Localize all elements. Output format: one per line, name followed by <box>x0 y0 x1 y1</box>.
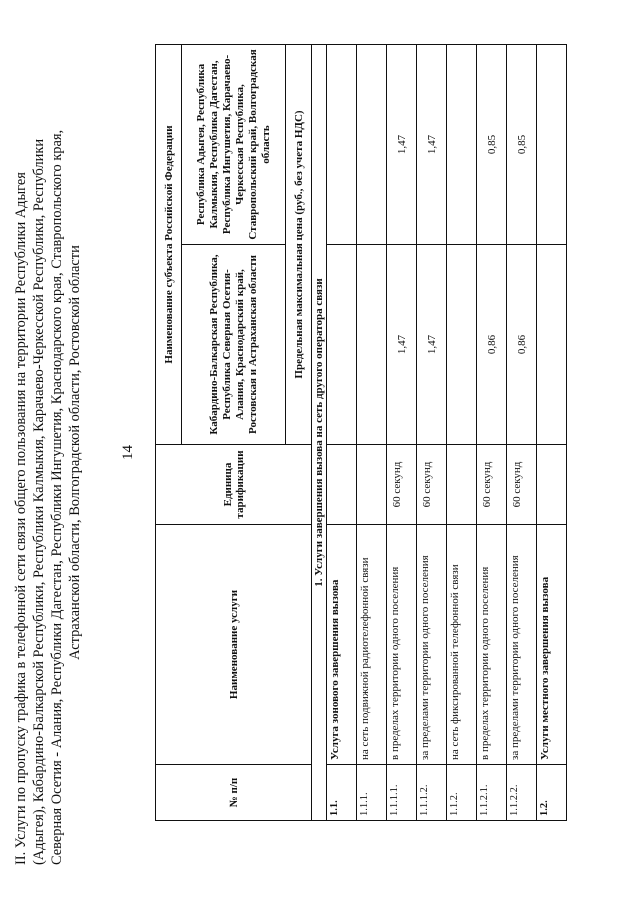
row-value-group-2: 1,47 <box>387 44 417 244</box>
row-value-group-1 <box>357 245 387 445</box>
section-heading <box>12 40 84 865</box>
heading-line: (Адыгея), Кабардино-Балкарской Республики, Республики Калмыкия, Карачаево-Черкесской Республики, Республики <box>31 138 47 865</box>
row-name: в пределах территории одного поселения <box>387 525 417 765</box>
row-number: 1.1.1. <box>357 765 387 821</box>
table-row <box>477 44 507 820</box>
header-unit: Единица тарификации <box>156 445 312 525</box>
row-number: 1.1. <box>327 765 357 821</box>
row-unit: 60 секунд <box>507 445 537 525</box>
row-number: 1.1.2. <box>447 765 477 821</box>
table-row <box>417 44 447 820</box>
row-name: Услуга зонового завершения вызова <box>327 525 357 765</box>
header-name: Наименование услуги <box>156 525 312 765</box>
row-value-group-2 <box>447 44 477 244</box>
header-subject: Наименование субъекта Российской Федерации <box>156 44 182 444</box>
row-number: 1.1.2.2. <box>507 765 537 821</box>
row-number: 1.1.2.1. <box>477 765 507 821</box>
row-number: 1.1.1.1. <box>387 765 417 821</box>
row-value-group-2 <box>357 44 387 244</box>
row-unit <box>537 445 567 525</box>
section-title: 1. Услуги завершения вызова на сеть другого оператора связи <box>312 44 327 820</box>
tariff-table <box>155 44 567 821</box>
row-value-group-1: 0,86 <box>507 245 537 445</box>
heading-line: Астраханской области, Волгоградской области, Ростовской области <box>67 245 83 660</box>
row-value-group-2 <box>537 44 567 244</box>
row-value-group-2: 0,85 <box>507 44 537 244</box>
row-name: на сеть подвижной радиотелефонной связи <box>357 525 387 765</box>
table-row <box>447 44 477 820</box>
row-unit: 60 секунд <box>417 445 447 525</box>
table-body <box>327 44 567 820</box>
header-group-1: Кабардино-Балкарская Республика, Республика Северная Осетия-Алания, Краснодарский край, Ростовская и Астраханская области <box>182 245 286 445</box>
row-value-group-2: 0,85 <box>477 44 507 244</box>
row-value-group-1 <box>447 245 477 445</box>
row-name: Услуги местного завершения вызова <box>537 525 567 765</box>
heading-line: II. Услуги по пропуску трафика в телефонной сети связи общего пользования на территории Республики Адыгея <box>13 172 29 865</box>
row-number: 1.2. <box>537 765 567 821</box>
header-price: Предельная максимальная цена (руб., без учета НДС) <box>286 44 312 444</box>
table-row <box>537 44 567 820</box>
row-value-group-1 <box>327 245 357 445</box>
row-value-group-2: 1,47 <box>417 44 447 244</box>
table-row <box>507 44 537 820</box>
row-number: 1.1.1.2. <box>417 765 447 821</box>
row-unit <box>447 445 477 525</box>
table-row <box>327 44 357 820</box>
row-name: в пределах территории одного поселения <box>477 525 507 765</box>
row-value-group-1 <box>537 245 567 445</box>
header-group-2: Республика Адыгея, Республика Калмыкия, Республика Дагестан, Республика Ингушетия, Карачаево-Черкесская Республика, Ставропольский край, Волгоградская область <box>182 44 286 244</box>
heading-line: Северная Осетия - Алания, Республики Дагестан, Республики Ингушетия, Краснодарского края, Ставропольского края, <box>49 129 65 865</box>
row-unit <box>357 445 387 525</box>
row-name: за пределами территории одного поселения <box>507 525 537 765</box>
row-name: на сеть фиксированной телефонной связи <box>447 525 477 765</box>
row-value-group-1: 1,47 <box>417 245 447 445</box>
header-num: № п/п <box>156 765 312 821</box>
row-name: за пределами территории одного поселения <box>417 525 447 765</box>
table-row <box>387 44 417 820</box>
row-unit: 60 секунд <box>387 445 417 525</box>
page-number: 14 <box>120 445 136 460</box>
table-row <box>357 44 387 820</box>
row-unit <box>327 445 357 525</box>
row-value-group-1: 1,47 <box>387 245 417 445</box>
row-value-group-2 <box>327 44 357 244</box>
row-value-group-1: 0,86 <box>477 245 507 445</box>
row-unit: 60 секунд <box>477 445 507 525</box>
